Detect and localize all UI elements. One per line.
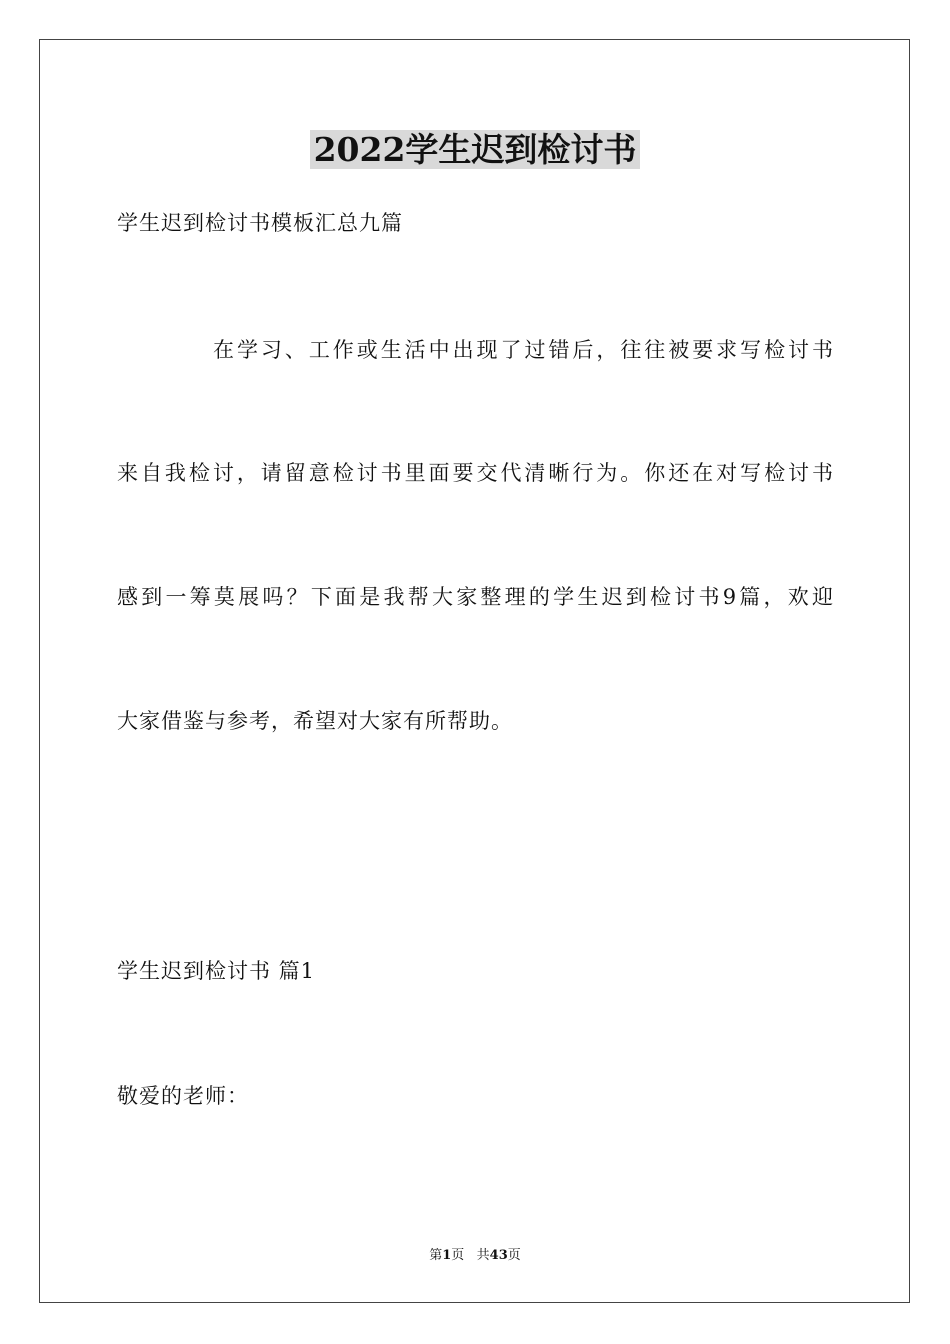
footer-total-pages: 43 bbox=[489, 1248, 508, 1263]
document-title bbox=[0, 126, 950, 174]
intro-line-1: 在学习、工作或生活中出现了过错后，往往被要求写检讨书 bbox=[213, 338, 833, 362]
section-heading: 学生迟到检讨书 篇1 bbox=[117, 959, 316, 983]
salutation: 敬爱的老师： bbox=[117, 1084, 249, 1108]
intro-line-3: 感到一筹莫展吗？下面是我帮大家整理的学生迟到检讨书9篇，欢迎 bbox=[117, 585, 833, 609]
document-title-text: 2022学生迟到检讨书 bbox=[310, 130, 641, 169]
footer-page-suffix: 页 共 bbox=[451, 1248, 490, 1263]
footer-page-prefix: 第 bbox=[429, 1248, 443, 1263]
intro-line-4: 大家借鉴与参考，希望对大家有所帮助。 bbox=[117, 709, 513, 733]
footer-total-suffix: 页 bbox=[507, 1248, 521, 1263]
footer-page-number: 1 bbox=[442, 1248, 452, 1263]
document-subtitle: 学生迟到检讨书模板汇总九篇 bbox=[117, 211, 403, 235]
page-footer bbox=[0, 1247, 950, 1265]
intro-line-2: 来自我检讨，请留意检讨书里面要交代清晰行为。你还在对写检讨书 bbox=[117, 461, 833, 485]
